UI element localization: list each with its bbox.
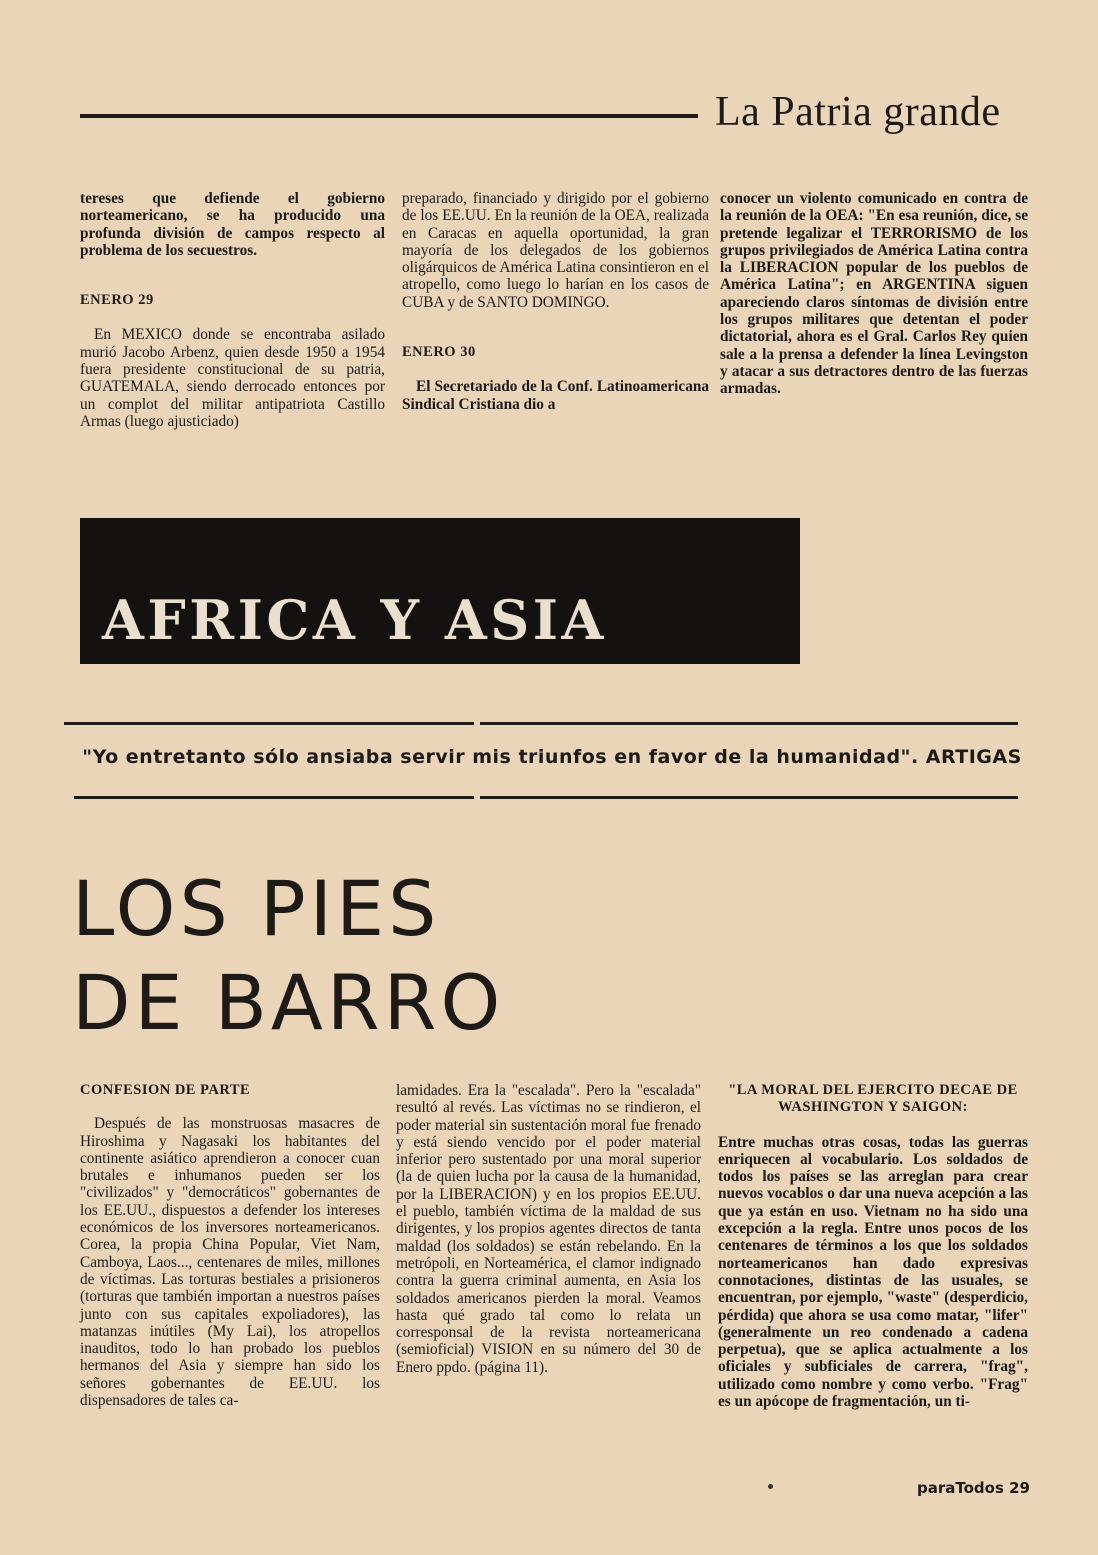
page-footer <box>917 1479 1030 1497</box>
top-column-3 <box>720 190 1028 398</box>
headline-line-1: LOS PIES <box>72 864 441 953</box>
quote-author: ARTIGAS <box>925 746 1022 768</box>
header-rule <box>80 114 698 118</box>
artigas-quote <box>82 746 1022 768</box>
quote-rule-bottom-right <box>480 796 1018 799</box>
section-title: La Patria grande <box>715 89 1001 135</box>
main-col1-body: Después de las monstruosas masacres de Hiroshima y Nagasaki los habitantes del continente asiático aprendieron a conocer cuan brutales e inhumanos pueden ser los "civilizados" y "democráticos" gobernantes de los EE.UU., dispuestos a defender los intereses económicos de los inversores norteamericanos. Corea, la propia China Popular, Viet Nam, Camboya, Laos..., centenares de miles, millones de víctimas. Las torturas bestiales a prisioneros (torturas que también importan a nuestros países junto con sus capitales expoliadores), las matanzas inútiles (My Lai), los atropellos inauditos, todo lo han probado los pueblos hermanos del Asia y siempre han sido los señores gobernantes de EE.UU. los dispensadores de tales ca- <box>80 1115 380 1410</box>
main-column-3 <box>718 1082 1028 1410</box>
magazine-name: paraTodos <box>916 1479 1004 1497</box>
main-column-1 <box>80 1082 380 1409</box>
top-col2-tail: El Secretariado de la Conf. Latinoamericana Sindical Cristiana dio a <box>402 378 709 413</box>
top-column-2 <box>402 190 709 413</box>
top-col3-body: conocer un violento comunicado en contra de la reunión de la OEA: "En esa reunión, dice, se pretende legalizar el TERRORISMO de los grupos privilegiados de América Latina contra la LIBERACION popular de los pueblos de América Latina"; en ARGENTINA siguen apareciendo claros síntomas de división entre los grupos militares que detentan el poder dictatorial, ahora es el Gral. Carlos Rey quien sale a la prensa a defender la línea Levingston y atacar a sus detractores dentro de las fuerzas armadas. <box>720 190 1028 398</box>
top-column-1 <box>80 190 385 430</box>
main-column-2 <box>396 1082 701 1376</box>
footer-dot <box>768 1484 773 1489</box>
top-col1-body: En MEXICO donde se encontraba asilado murió Jacobo Arbenz, quien desde 1950 a 1954 fuera presidente constitucional de su patria, GUATEMALA, siendo derrocado entonces por un complot del militar antipatriota Castillo Armas (luego ajusticiado) <box>80 326 385 430</box>
top-col2-body: preparado, financiado y dirigido por el gobierno de los EE.UU. En la reunión de la OEA, realizada en Caracas en aquella oportunidad, la gran mayoría de los delegados de los gobiernos oligárquicos de América Latina consintieron en el atropello, como luego lo harían en los casos de CUBA y de SANTO DOMINGO. <box>402 190 709 311</box>
article-headline <box>72 862 504 1050</box>
top-col1-intro: tereses que defiende el gobierno norteamericano, se ha producido una profunda división de campos respecto al problema de los secuestros. <box>80 190 385 259</box>
main-col3-body: Entre muchas otras cosas, todas las guerras enriquecen al vocabulario. Los soldados de todos los países se las arreglan para crear nuevos vocablos o dar una nueva acepción a las que ya están en uso. Vietnam no ha sido una excepción a la regla. Entre unos pocos de los centenares de términos a los que los soldados norteamericanos han dado expresivas connotaciones, distintas de las usuales, se encuentran, por ejemplo, "waste" (desperdicio, pérdida) que ahora se usa como matar, "lifer" (generalmente un reo condenado a cadena perpetua), que se aplica actualmente a los oficiales y subficiales de carrera, "frag", utilizado como nombre y como verbo. "Frag" es un apócope de fragmentación, un ti- <box>718 1133 1028 1411</box>
date-heading-enero-29: ENERO 29 <box>80 292 154 309</box>
quote-rule-bottom-left <box>74 796 474 799</box>
main-col2-body: lamidades. Era la "escalada". Pero la "escalada" resultó al revés. Las víctimas no se rindieron, el poder material sin sustentación moral fue frenado y está siendo vencido por el poder material inferior pero sustentado por una moral superior (la de quien lucha por la causa de la humanidad, por la LIBERACION) y en los propios EE.UU. el pueblo, también víctima de la maldad de sus dirigentes, y los propios agentes directos de tanta maldad (los soldados) se están rebelando. En la metrópoli, en Norteamérica, el clamor indignado contra la guerra criminal aumenta, en Asia los soldados americanos pierden la moral. Veamos hasta qué grado tal como lo relata un corresponsal de la revista norteamericana (semioficial) VISION en su número del 30 de Enero ppdo. (página 11). <box>396 1082 701 1376</box>
quote-rule-top-left <box>64 722 474 725</box>
date-heading-enero-30: ENERO 30 <box>402 344 476 361</box>
page-number: 29 <box>1009 1479 1030 1497</box>
subheading-confesion-de-parte: CONFESION DE PARTE <box>80 1082 251 1098</box>
banner-title: AFRICA Y ASIA <box>102 588 607 652</box>
headline-line-2: DE BARRO <box>72 958 505 1047</box>
africa-asia-banner <box>80 518 800 664</box>
quote-text: "Yo entretanto sólo ansiaba servir mis triunfos en favor de la humanidad". <box>82 746 919 768</box>
subheading-moral-del-ejercito: "LA MORAL DEL EJERCITO DECAE DE WASHINGTON Y SAIGON: <box>728 1082 1018 1116</box>
quote-rule-top-right <box>480 722 1018 725</box>
